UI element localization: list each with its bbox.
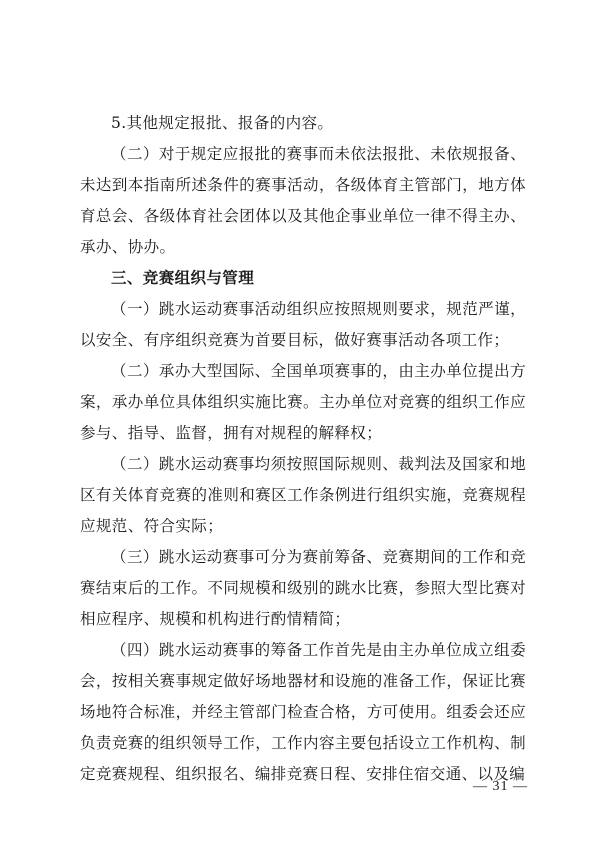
document-body: [80, 108, 526, 790]
paragraph-organization-1: （一）跳水运动赛事活动组织应按照规则要求，规范严谨，以安全、有序组织竞赛为首要目标，做好赛事活动各项工作；: [80, 300, 526, 349]
paragraph-approval-rule: （二）对于规定应报批的赛事而未依法报批、未依规报备、未达到本指南所述条件的赛事活动，各级体育主管部门，地方体育总会、各级体育社会团体以及其他企事业单位一律不得主办、承办、协办。: [80, 145, 526, 256]
paragraph-organization-5: （四）跳水运动赛事的筹备工作首先是由主办单位成立组委会，按相关赛事规定做好场地器材和设施的准备工作，保证比赛场地符合标准，并经主管部门检查合格，方可使用。组委会还应负责竞赛的组织领导工作，工作内容主要包括设立工作机构、制定竞赛规程、组织报名、编排竞赛日程、安排住宿交通、以及编: [80, 641, 526, 783]
page-number: — 31 —: [473, 779, 528, 794]
paragraph-item-5: 5.其他规定报批、报备的内容。: [111, 114, 334, 132]
section-heading: 三、竞赛组织与管理: [111, 269, 255, 287]
paragraph-organization-3: （二）跳水运动赛事均须按照国际规则、裁判法及国家和地区有关体育竞赛的准则和赛区工作条例进行组织实施，竞赛规程应规范、符合实际；: [80, 455, 526, 535]
paragraph-organization-2: （二）承办大型国际、全国单项赛事的，由主办单位提出方案，承办单位具体组织实施比赛。主办单位对竞赛的组织工作应参与、指导、监督，拥有对规程的解释权；: [80, 362, 526, 442]
paragraph-organization-4: （三）跳水运动赛事可分为赛前筹备、竞赛期间的工作和竞赛结束后的工作。不同规模和级别的跳水比赛，参照大型比赛对相应程序、规模和机构进行酌情精简；: [80, 548, 526, 628]
